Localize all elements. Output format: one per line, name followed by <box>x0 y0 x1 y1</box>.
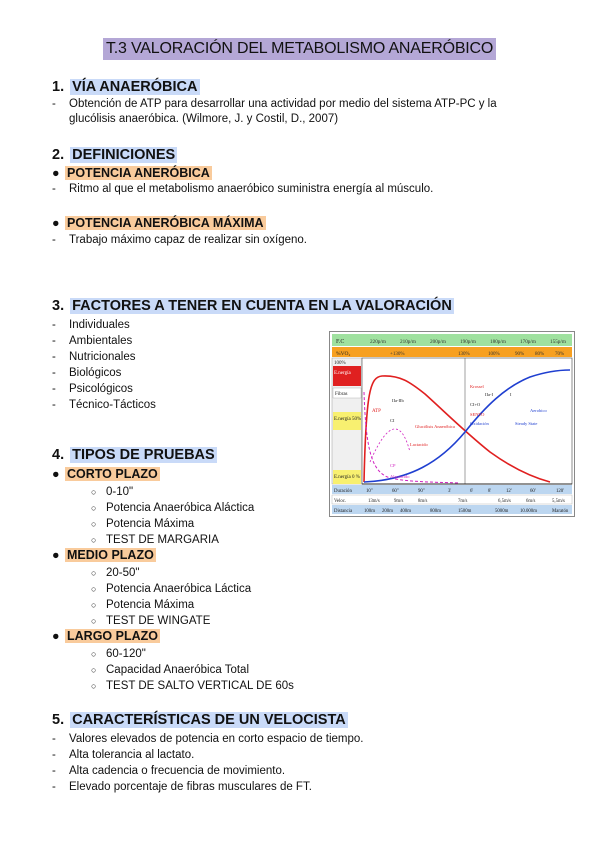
svg-text:9m/s: 9m/s <box>394 499 404 504</box>
svg-text:5,5m/s: 5,5m/s <box>552 499 565 504</box>
vo2-value: 100% <box>488 352 500 357</box>
svg-text:400m: 400m <box>400 509 411 514</box>
fc-value: 155p/m <box>550 339 566 345</box>
curve-label: Aerobico <box>530 408 547 413</box>
svg-text:100m: 100m <box>364 509 375 514</box>
curve-label: I <box>510 392 512 397</box>
sub-list-item: ○ Potencia Anaeróbica Aláctica <box>91 502 255 514</box>
svg-text:8': 8' <box>488 489 492 494</box>
subsection-heading: ● POTENCIA ANERÓBICA <box>52 166 210 180</box>
svg-text:90": 90" <box>418 489 425 494</box>
svg-text:12': 12' <box>506 489 512 494</box>
sub-list-item: ○ 0-10" <box>91 486 134 498</box>
sub-list-item: ○ Potencia Máxima <box>91 518 195 530</box>
section-2-heading: 2. DEFINICIONES <box>52 147 176 163</box>
svg-text:60': 60' <box>530 489 536 494</box>
fc-value: 190p/m <box>460 339 476 345</box>
svg-text:3': 3' <box>448 489 452 494</box>
sub-list-item: ○ TEST DE MARGARIA <box>91 534 219 546</box>
curve-label: IIa-I <box>485 392 493 397</box>
curve-label: Glucólisis Anaeróbica <box>415 424 455 429</box>
curve-label: SENTO <box>470 412 485 417</box>
duration-label: Duración <box>334 489 352 494</box>
sub-list-item: ○ TEST DE WINGATE <box>91 615 211 627</box>
fc-value: 210p/m <box>400 339 416 345</box>
section-title: VÍA ANAERÓBICA <box>72 79 198 95</box>
energy-systems-figure <box>329 331 575 517</box>
subsection-heading: ● POTENCIA ANERÓBICA MÁXIMA <box>52 216 264 230</box>
vo2-value: 80% <box>535 352 545 357</box>
curve-label: Lactacido <box>410 442 428 447</box>
section-5-heading: 5. CARACTERÍSTICAS DE UN VELOCISTA <box>52 712 346 728</box>
vo2-value: +130% <box>390 352 405 357</box>
section-4-heading: 4. TIPOS DE PRUEBAS <box>52 447 215 463</box>
axis-label: 100% <box>334 361 346 366</box>
svg-text:1500m: 1500m <box>458 509 472 514</box>
subsection-heading: ● LARGO PLAZO <box>52 629 158 643</box>
section-number: 1. <box>52 79 65 95</box>
vo2-value: 130% <box>458 352 470 357</box>
svg-text:8m/s: 8m/s <box>418 499 428 504</box>
sub-list-item: ○ Capacidad Anaeróbica Total <box>91 664 250 676</box>
curve-label: Alactacido <box>390 474 410 479</box>
fc-value: 200p/m <box>430 339 446 345</box>
curve-label: CI+O <box>470 402 481 407</box>
fc-value: 180p/m <box>490 339 506 345</box>
axis-label: E.nergía <box>334 371 351 376</box>
fc-value: 170p/m <box>520 339 536 345</box>
fc-row-bg <box>332 334 572 346</box>
section-3-heading: 3. FACTORES A TENER EN CUENTA EN LA VALORACIÓN <box>52 298 452 314</box>
svg-text:120': 120' <box>556 489 565 494</box>
section-title: DEFINICIONES <box>72 147 176 163</box>
curve-label: CP <box>390 463 396 468</box>
section-title: TIPOS DE PRUEBAS <box>72 447 215 463</box>
distance-label: Distancia <box>334 509 353 514</box>
svg-text:800m: 800m <box>430 509 441 514</box>
section-1-heading <box>52 78 200 96</box>
svg-text:200m: 200m <box>382 509 393 514</box>
svg-text:6': 6' <box>470 489 474 494</box>
vo2-value: 70% <box>555 352 565 357</box>
fc-row-label: F.C <box>336 339 345 345</box>
vo2-row-label: %VO₂ <box>336 351 351 357</box>
vo2-value: 90% <box>515 352 525 357</box>
curve-label: CI <box>390 418 395 423</box>
axis-label: Fibras <box>335 392 348 397</box>
sub-list-item: ○ Potencia Máxima <box>91 599 195 611</box>
axis-label: E.nergía 0 % <box>334 475 360 480</box>
fc-value: 220p/m <box>370 339 386 345</box>
velocity-label: Veloc. <box>334 499 347 504</box>
sub-list-item: ○ Potencia Anaeróbica Láctica <box>91 583 252 595</box>
page-title: T.3 VALORACIÓN DEL METABOLISMO ANAERÓBICO <box>103 38 496 60</box>
section-title: FACTORES A TENER EN CUENTA EN LA VALORACIÓN <box>72 298 452 314</box>
subsection-heading: ● MEDIO PLAZO <box>52 548 154 562</box>
curve-label: Krossel <box>470 384 484 389</box>
axis-label: E.nergía 50% <box>334 417 362 422</box>
section-title: CARACTERÍSTICAS DE UN VELOCISTA <box>72 712 346 728</box>
svg-text:7m/s: 7m/s <box>458 499 468 504</box>
curve-label: ATP <box>372 409 381 414</box>
svg-text:10": 10" <box>366 489 373 494</box>
svg-text:Maratón: Maratón <box>552 509 569 514</box>
svg-text:60": 60" <box>392 489 399 494</box>
sub-list-item: ○ 60-120" <box>91 648 146 660</box>
energy-systems-diagram <box>330 332 574 516</box>
svg-text:6,5m/s: 6,5m/s <box>498 499 511 504</box>
sub-list-item: ○ TEST DE SALTO VERTICAL DE 60s <box>91 680 294 692</box>
svg-text:6m/s: 6m/s <box>526 499 536 504</box>
svg-text:5000m: 5000m <box>495 509 509 514</box>
svg-text:10.000m: 10.000m <box>520 509 537 514</box>
svg-text:13m/s: 13m/s <box>368 499 380 504</box>
energy-block <box>333 366 361 386</box>
sub-list-item: ○ 20-50" <box>91 567 140 579</box>
subsection-heading: ● CORTO PLAZO <box>52 467 158 481</box>
curve-label: Steady State <box>515 421 538 426</box>
curve-label: IIa-IIb <box>392 398 404 403</box>
curve-label: Oxidación <box>470 421 489 426</box>
